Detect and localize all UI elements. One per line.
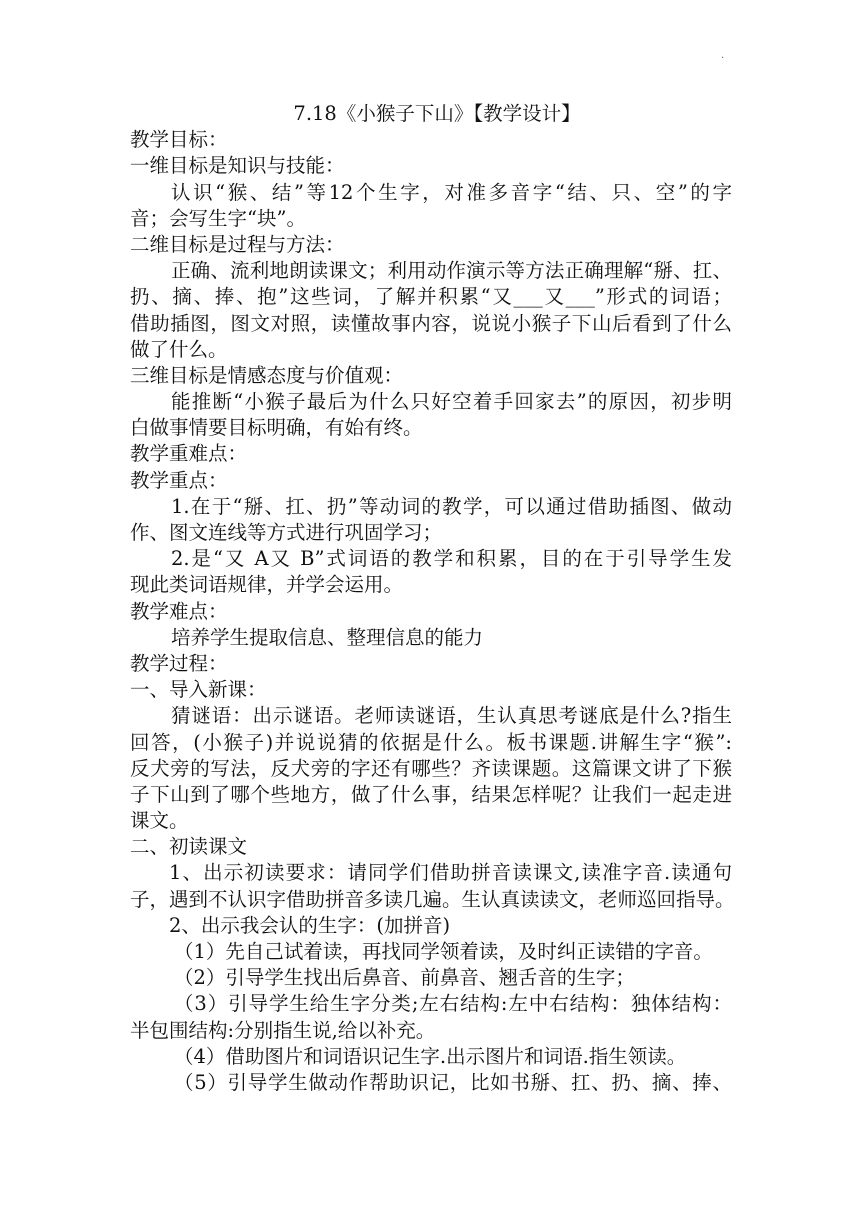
text-line: 一维目标是知识与技能： [130,154,345,178]
text-line: 扔、摘、捧、抱”这些词，了解并积累“又___又___”形式的词语； [130,285,732,309]
text-line: 2、出示我会认的生字：(加拼音) [169,913,451,937]
text-line: 现此类词语规律，并学会运用。 [130,573,404,597]
text-line: 2.是“又 A又 B”式词语的教学和积累，目的在于引导学生发 [171,547,732,571]
document-title: 7.18《小猴子下山》【教学设计】 [293,102,581,125]
text-line: 音；会写生字“块”。 [130,206,306,230]
text-line: 教学重难点： [130,442,248,466]
text-line: 教学难点： [130,599,228,623]
text-line: 三维目标是情感态度与价值观： [130,363,404,387]
text-line: 认识“猴、结”等12个生字，对准多音字“结、只、空”的字 [171,180,732,204]
text-line: 半包围结构:分别指生说,给以补充。 [130,1018,436,1042]
text-line: 教学目标： [130,128,228,152]
text-line: 反犬旁的写法，反犬旁的字还有哪些？齐读课题。这篇课文讲了下猴 [130,756,732,780]
text-line: 做了什么。 [130,337,228,361]
text-line: 教学过程： [130,651,228,675]
text-line: 子，遇到不认识字借助拼音多读几遍。生认真读读文，老师巡回指导。 [130,887,735,911]
text-line: 二、初读课文 [130,835,248,859]
text-line: 借助插图，图文对照，读懂故事内容，说说小猴子下山后看到了什么 [130,311,732,335]
text-line: 培养学生提取信息、整理信息的能力 [171,625,484,649]
text-line: 一、导入新课： [130,678,267,702]
text-line: （2）引导学生找出后鼻音、前鼻音、翘舌音的生字； [174,966,635,990]
text-line: 能推断“小猴子最后为什么只好空着手回家去”的原因，初步明 [171,390,732,414]
text-line: （3）引导学生给生字分类;左右结构:左中右结构：独体结构： [174,992,732,1016]
text-line: 1、出示初读要求：请同学们借助拼音读课文,读准字音.读通句 [169,861,732,885]
text-line: 子下山到了哪个些地方，做了什么事，结果怎样呢？让我们一起走进 [130,782,732,806]
text-line: （5）引导学生做动作帮助识记，比如书掰、扛、扔、摘、捧、 [174,1070,732,1094]
text-line: 教学重点： [130,468,228,492]
text-line: 猜谜语：出示谜语。老师读谜语，生认真思考谜底是什么?指生 [171,704,732,728]
text-line: （4）借助图片和词语识记生字.出示图片和词语.指生领读。 [174,1044,687,1068]
text-line: 课文。 [130,809,189,833]
text-line: 作、图文连线等方式进行巩固学习； [130,521,443,544]
text-line: 1.在于“掰、扛、扔”等动词的教学，可以通过借助插图、做动 [171,494,732,518]
text-line: （1）先自己试着读，再找同学领着读，及时纠正读错的字音。 [174,940,713,963]
text-line: 回答，(小猴子)并说说猜的依据是什么。板书课题.讲解生字“猴”: [130,730,732,754]
text-line: 二维目标是过程与方法： [130,232,345,256]
text-line: 正确、流利地朗读课文；利用动作演示等方法正确理解“掰、扛、 [171,259,732,283]
corner-mark: · [721,53,725,64]
text-line: 白做事情要目标明确，有始有终。 [130,416,423,440]
document-lines [130,127,735,1096]
document-body [130,101,735,1096]
